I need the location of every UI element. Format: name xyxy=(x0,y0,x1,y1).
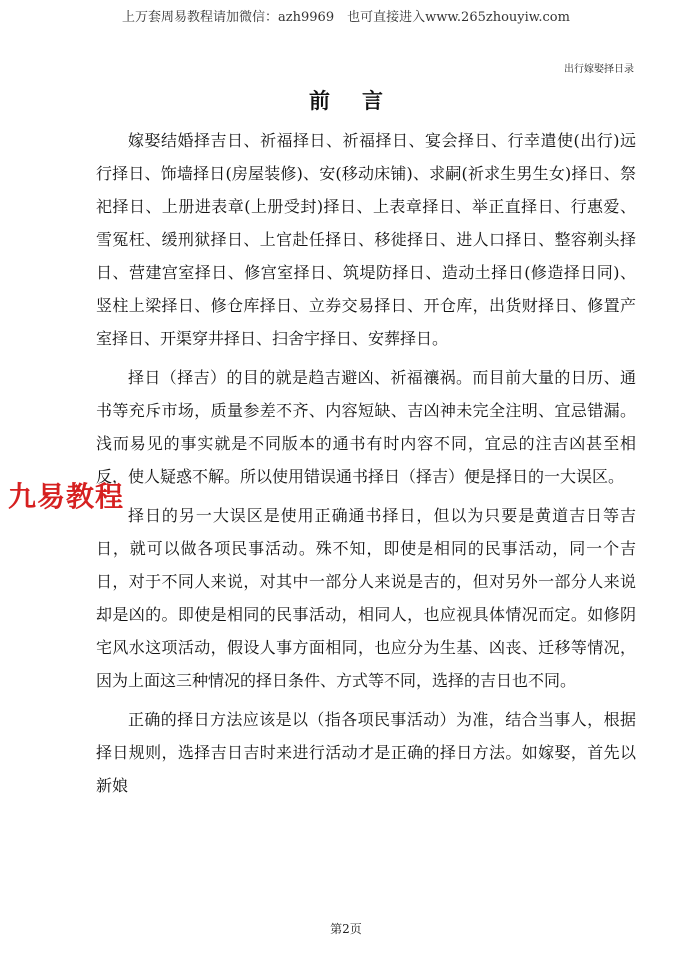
top-banner-text: 上万套周易教程请加微信：azh9969 也可直接进入www.265zhouyiw.com xyxy=(122,10,570,25)
paragraph: 择日（择吉）的目的就是趋吉避凶、祈福禳祸。而目前大量的日历、通书等充斥市场，质量参差不齐、内容短缺、吉凶神未完全注明、宜忌错漏。浅而易见的事实就是不同版本的通书有时内容不同，宜忌的注吉凶甚至相反，使人疑惑不解。所以使用错误通书择日（择吉）便是择日的一大误区。 xyxy=(96,368,636,486)
body-text xyxy=(96,124,636,808)
running-header: 出行嫁娶择日录 xyxy=(564,64,634,75)
page-number: 第2页 xyxy=(330,922,362,936)
paragraph: 择日的另一大误区是使用正确通书择日，但以为只要是黄道吉日等吉日，就可以做各项民事活动。殊不知，即使是相同的民事活动，同一个吉日，对于不同人来说，对其中一部分人来说是吉的，但对另外一部分人来说却是凶的。即使是相同的民事活动，相同人，也应视具体情况而定。如修阴宅风水这项活动，假设人事方面相同，也应分为生基、凶丧、迁移等情况，因为上面这三种情况的择日条件、方式等不同，选择的吉日也不同。 xyxy=(96,506,636,690)
page-title: 前言 xyxy=(309,88,415,113)
watermark-logo: 九易教程 xyxy=(8,480,125,513)
paragraph: 嫁娶结婚择吉日、祈福择日、祈福择日、宴会择日、行幸遣使(出行)远行择日、饰墙择日(房屋装修)、安(移动床铺)、求嗣(祈求生男生女)择日、祭祀择日、上册进表章(上册受封)择日、上表章择日、举正直择日、行惠爱、雪冤枉、缓刑狱择日、上官赴任择日、移徙择日、进人口择日、整容剃头择日、营建宫室择日、修宫室择日、筑堤防择日、造动土择日(修造择日同)、竖柱上梁择日、修仓库择日、立券交易择日、开仓库，出货财择日、修置产室择日、开渠穿井择日、扫舍宇择日、安葬择日。 xyxy=(96,131,636,348)
paragraph: 正确的择日方法应该是以（指各项民事活动）为准，结合当事人，根据择日规则，选择吉日吉时来进行活动才是正确的择日方法。如嫁娶，首先以新娘 xyxy=(96,710,636,795)
